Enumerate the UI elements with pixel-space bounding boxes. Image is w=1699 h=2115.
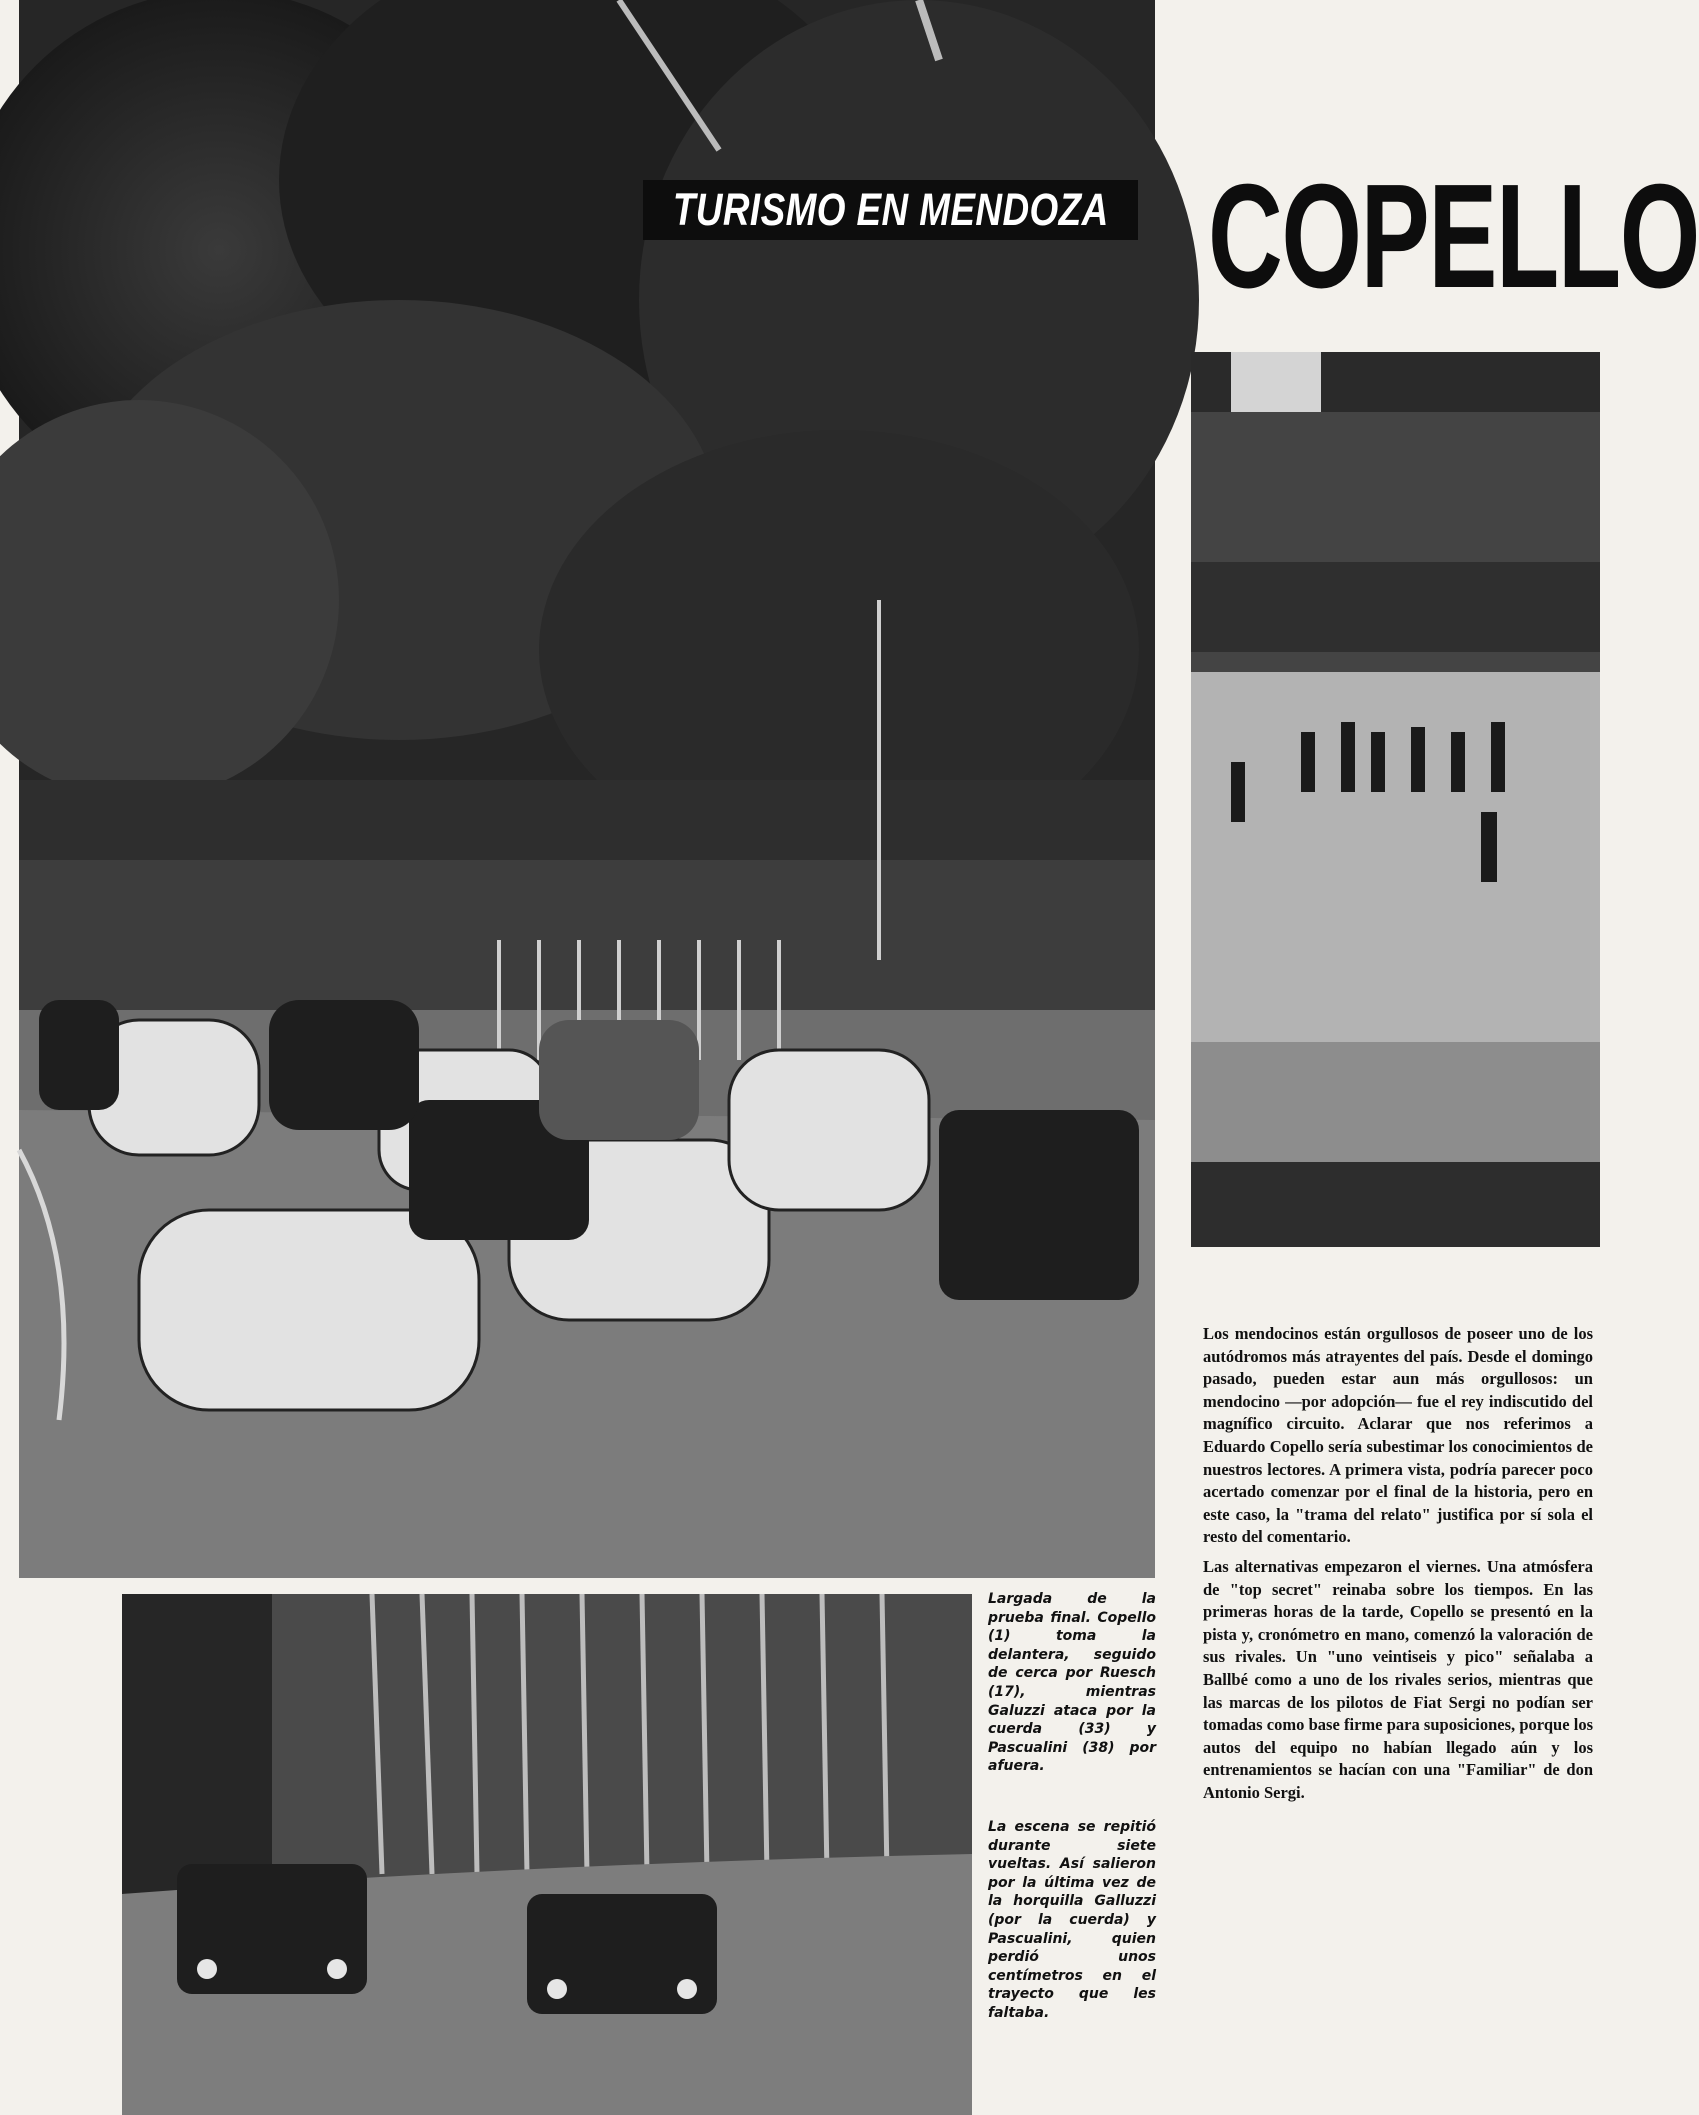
- hairpin-photo: [122, 1594, 972, 2115]
- kicker-text: TURISMO EN MENDOZA: [672, 184, 1109, 235]
- photo-caption-race-start: Largada de la prueba final. Copello (1) toma la delantera, seguido de cerca por Ruesch (17), mientras Galuzzi ataca por la cuerda (33) y Pascualini (38) por afuera.: [988, 1591, 1156, 1775]
- headline: COPELLO: [1208, 154, 1699, 319]
- crowd-photo: [1191, 352, 1600, 1247]
- article-body: [1203, 1323, 1593, 1811]
- photo-caption-hairpin: La escena se repitió durante siete vueltas. Así salieron por la última vez de la horquilla Galluzzi (por la cuerda) y Pascualini, quien perdió unos centímetros en el trayecto que les faltaba.: [988, 1819, 1156, 2021]
- body-paragraph: Las alternativas empezaron el viernes. Una atmósfera de "top secret" reinaba sobre los tiempos. En las primeras horas de la tarde, Copello se presentó en la pista y, cronómetro en mano, comenzó la valoración de sus rivales. Un "uno veintiseis y pico" señalaba a Ballbé como a uno de los rivales serios, mientras que las marcas de los pilotos de Fiat Sergi no podían ser tomadas como base firme para suposiciones, porque los autos del equipo no habían llegado aún y los entrenamientos se hacían con una "Familiar" de don Antonio Sergi.: [1203, 1556, 1593, 1802]
- body-paragraph: Los mendocinos están orgullosos de poseer uno de los autódromos más atrayentes del país. Desde el domingo pasado, pueden estar aun más orgullosos: un mendocino —por adopción— fue el rey indiscutido del magnífico circuito. Aclarar que nos referimos a Eduardo Copello sería subestimar los conocimientos de nuestros lectores. A primera vista, podría parecer poco acertado comenzar por el final de la historia, pero en este caso, la "trama del relato" justifica por sí sola el resto del comentario.: [1203, 1324, 1593, 1547]
- section-kicker: [643, 180, 1138, 240]
